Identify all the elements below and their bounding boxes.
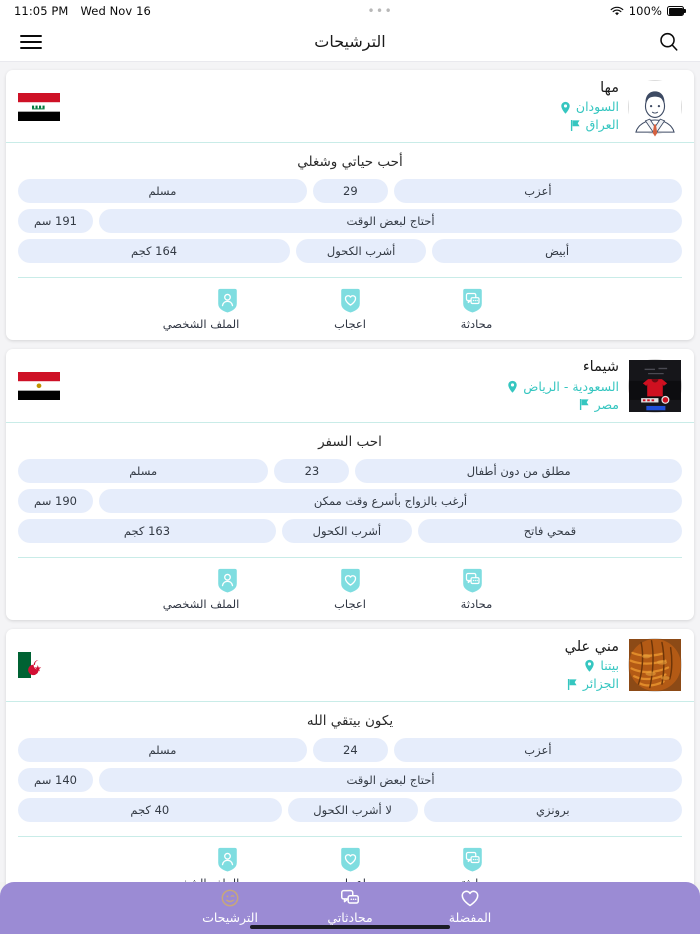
search-icon[interactable]: [654, 27, 684, 57]
profile-person-icon: [216, 567, 239, 593]
avatar[interactable]: [628, 80, 682, 134]
tag-row: [18, 179, 682, 203]
card-header: [6, 349, 694, 422]
tag-height: 190 سم: [18, 489, 93, 513]
like-action-label: اعجاب: [334, 596, 366, 611]
attribute-tags: [6, 459, 694, 555]
candidate-nationality-row: [565, 675, 619, 693]
tag-religion: مسلم: [18, 738, 307, 762]
status-bar-right: [610, 4, 686, 18]
nav-label-candidates: الترشيحات: [202, 910, 258, 925]
page-title: الترشيحات: [314, 32, 386, 51]
tag-religion: مسلم: [18, 459, 268, 483]
nav-item-candidates[interactable]: [188, 887, 272, 925]
candidate-nationality-row: [560, 116, 619, 134]
battery-icon: [667, 6, 686, 16]
flag-icon: [567, 678, 578, 691]
tag-row: [18, 798, 682, 822]
card-actions: [18, 277, 682, 340]
candidate-card[interactable]: [6, 70, 694, 340]
country-flag-wrap: [18, 93, 560, 121]
tag-row: [18, 239, 682, 263]
card-header: [6, 70, 694, 143]
hamburger-menu-icon[interactable]: [16, 27, 46, 57]
tag-height: 140 سم: [18, 768, 93, 792]
candidate-identity: [507, 358, 682, 413]
like-action-label: اعجاب: [334, 317, 366, 332]
profile-action-button[interactable]: [18, 567, 239, 611]
card-actions: [18, 557, 682, 620]
attribute-tags: [6, 738, 694, 834]
candidate-bio: احب السفر: [318, 433, 382, 450]
candidate-name: مني علي: [564, 638, 619, 655]
candidate-info: [565, 638, 619, 693]
candidates-feed[interactable]: [0, 62, 700, 882]
tag-marital-status: أعزب: [394, 179, 682, 203]
tag-row: [18, 209, 682, 233]
wifi-icon: [610, 6, 624, 17]
dynamic-island-dots-icon: •••: [367, 4, 394, 18]
tag-age: 24: [313, 738, 388, 762]
map-pin-icon: [560, 101, 571, 114]
tag-row: [18, 519, 682, 543]
country-flag-wrap: [18, 372, 507, 400]
tag-age: 29: [313, 179, 388, 203]
battery-percent-label: 100%: [628, 4, 662, 18]
candidate-location-row: [565, 657, 619, 675]
candidate-name: مها: [600, 80, 619, 96]
iraq-flag: [18, 93, 60, 121]
tag-row: [18, 489, 682, 513]
tag-marital-status: مطلق من دون أطفال: [355, 459, 682, 483]
avatar[interactable]: [628, 359, 682, 413]
heart-icon: [459, 887, 481, 909]
nav-label-chats: محادثاتي: [327, 910, 373, 925]
chat-action-button[interactable]: [461, 287, 682, 331]
candidate-bio: يكون بيتقي الله: [306, 713, 394, 730]
chat-bubbles-icon: [339, 887, 361, 909]
map-pin-icon: [507, 380, 518, 393]
tag-marriage-timing: أرغب بالزواج بأسرع وقت ممكن: [99, 489, 682, 513]
tag-height: 191 سم: [18, 209, 93, 233]
profile-person-icon: [216, 846, 239, 872]
country-flag-wrap: [18, 652, 565, 678]
candidate-nationality: الجزائر: [582, 676, 619, 691]
candidate-identity: [565, 638, 682, 693]
profile-action-label: الملف الشخصي: [162, 596, 240, 611]
candidate-bio: أحب حياتي وشغلي: [297, 154, 403, 171]
chat-action-label: محادثة: [460, 596, 493, 611]
candidate-info: [507, 358, 619, 413]
nav-item-chats[interactable]: [308, 887, 392, 925]
flag-icon: [570, 119, 581, 132]
like-heart-icon: [339, 287, 362, 313]
candidate-location: بيتنا: [600, 657, 619, 673]
tag-alcohol: أشرب الكحول: [296, 239, 426, 263]
chat-icon: [461, 287, 484, 313]
algeria-flag: [18, 652, 44, 678]
tag-weight: 163 كجم: [18, 519, 276, 543]
like-heart-icon: [339, 567, 362, 593]
tag-marriage-timing: أحتاج لبعض الوقت: [99, 209, 682, 233]
profile-person-icon: [216, 287, 239, 313]
avatar[interactable]: [628, 638, 682, 692]
status-bar-center: [151, 5, 610, 17]
profile-action-button[interactable]: [18, 287, 239, 331]
candidate-location: السعودية - الرياض: [523, 378, 619, 394]
card-header: [6, 629, 694, 702]
chat-action-button[interactable]: [461, 567, 682, 611]
tag-row: [18, 459, 682, 483]
tag-weight: 40 كجم: [18, 798, 282, 822]
tag-marital-status: أعزب: [394, 738, 682, 762]
attribute-tags: [6, 179, 694, 275]
candidate-name: شيماء: [582, 359, 619, 376]
tag-skin-tone: أبيض: [432, 239, 682, 263]
like-heart-icon: [339, 846, 362, 872]
winking-face-icon: [219, 887, 241, 909]
nav-label-favorites: المفضلة: [448, 910, 492, 925]
status-bar-left: [14, 4, 151, 18]
candidate-card[interactable]: [6, 349, 694, 619]
home-indicator: [250, 925, 450, 929]
tag-religion: مسلم: [18, 179, 307, 203]
like-action-button[interactable]: [239, 287, 460, 331]
candidate-nationality: مصر: [594, 396, 619, 412]
tag-skin-tone: قمحي فاتح: [418, 519, 682, 543]
tag-weight: 164 كجم: [18, 239, 290, 263]
map-pin-icon: [584, 659, 595, 672]
chat-icon: [461, 567, 484, 593]
candidate-location-row: [507, 378, 619, 396]
nav-item-favorites[interactable]: [428, 887, 512, 925]
candidate-card[interactable]: [6, 629, 694, 899]
egypt-flag: [18, 372, 60, 400]
candidate-nationality: العراق: [585, 117, 619, 133]
tag-skin-tone: برونزي: [424, 798, 682, 822]
tag-marriage-timing: أحتاج لبعض الوقت: [99, 768, 682, 792]
like-action-button[interactable]: [239, 567, 460, 611]
candidate-location: السودان: [575, 99, 619, 115]
status-time: 11:05 PM: [14, 4, 69, 18]
flag-icon: [579, 398, 590, 411]
profile-action-label: الملف الشخصي: [162, 317, 240, 332]
chat-icon: [461, 846, 484, 872]
status-bar: [0, 0, 700, 22]
chat-action-label: محادثة: [460, 317, 493, 332]
bottom-navigation-bar: [0, 882, 700, 934]
candidate-location-row: [560, 98, 619, 116]
status-date: Wed Nov 16: [80, 4, 151, 18]
candidate-nationality-row: [507, 396, 619, 414]
candidate-info: [560, 79, 619, 134]
tag-alcohol: أشرب الكحول: [282, 519, 412, 543]
app-header: [0, 22, 700, 62]
tag-row: [18, 768, 682, 792]
tag-row: [18, 738, 682, 762]
candidate-identity: [560, 79, 682, 134]
tag-age: 23: [274, 459, 349, 483]
tag-alcohol: لا أشرب الكحول: [288, 798, 418, 822]
